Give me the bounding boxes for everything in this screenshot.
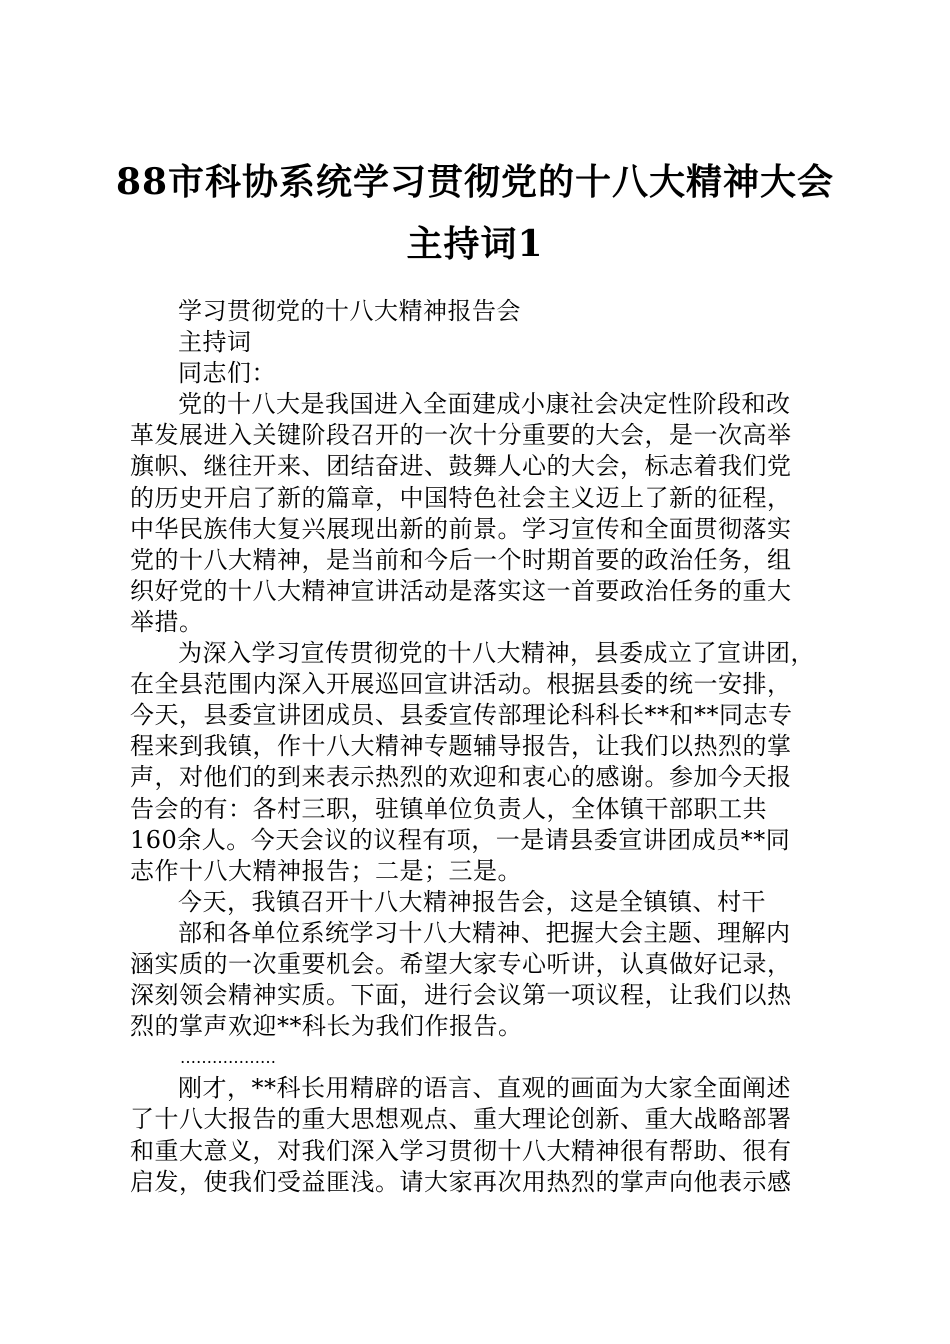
paragraph-line: 在全县范围内深入开展巡回宣讲活动。根据县委的统一安排， bbox=[130, 670, 792, 699]
paragraph-line: 部和各单位系统学习十八大精神、把握大会主题、理解内 bbox=[178, 918, 791, 947]
paragraph-line: 声，对他们的到来表示热烈的欢迎和衷心的感谢。参加今天报 bbox=[130, 763, 792, 792]
salutation: 同志们： bbox=[178, 359, 276, 388]
document-title-line-1: 88市科协系统学习贯彻党的十八大精神大会 bbox=[115, 161, 835, 203]
paragraph-line: 中华民族伟大复兴展现出新的前景。学习宣传和全面贯彻落实 bbox=[130, 514, 792, 543]
paragraph-line: 烈的掌声欢迎**科长为我们作报告。 bbox=[130, 1012, 523, 1041]
paragraph-line: 刚才，**科长用精辟的语言、直观的画面为大家全面阐述 bbox=[178, 1074, 791, 1103]
paragraph-line: 了十八大报告的重大思想观点、重大理论创新、重大战略部署 bbox=[130, 1105, 792, 1134]
paragraph-line: 革发展进入关键阶段召开的一次十分重要的大会，是一次高举 bbox=[130, 421, 792, 450]
paragraph-line: 举措。 bbox=[130, 607, 204, 636]
paragraph-line: 今天，我镇召开十八大精神报告会，这是全镇镇、村干 bbox=[178, 887, 766, 916]
paragraph-line: 深刻领会精神实质。下面，进行会议第一项议程，让我们以热 bbox=[130, 981, 792, 1010]
paragraph-line: 党的十八大是我国进入全面建成小康社会决定性阶段和改 bbox=[178, 390, 791, 419]
document-body bbox=[130, 296, 830, 1198]
paragraph-line: 涵实质的一次重要机会。希望大家专心听讲，认真做好记录， bbox=[130, 949, 792, 978]
ellipsis-separator: ……………… bbox=[180, 1048, 276, 1068]
paragraph-line: 今天，县委宣讲团成员、县委宣传部理论科科长**和**同志专 bbox=[130, 701, 793, 730]
paragraph-line: 的历史开启了新的篇章，中国特色社会主义迈上了新的征程， bbox=[130, 483, 792, 512]
document-title-line-2: 主持词1 bbox=[406, 223, 544, 265]
paragraph-line: 党的十八大精神，是当前和今后一个时期首要的政治任务，组 bbox=[130, 545, 792, 574]
paragraph-line: 为深入学习宣传贯彻党的十八大精神，县委成立了宣讲团， bbox=[178, 639, 815, 668]
paragraph-line: 启发，使我们受益匪浅。请大家再次用热烈的掌声向他表示感 bbox=[130, 1167, 792, 1196]
paragraph-line: 告会的有：各村三职，驻镇单位负责人，全体镇干部职工共 bbox=[130, 794, 767, 823]
host-words-label: 主持词 bbox=[178, 328, 252, 357]
paragraph-line: 织好党的十八大精神宣讲活动是落实这一首要政治任务的重大 bbox=[130, 576, 792, 605]
paragraph-line: 160余人。今天会议的议程有项，一是请县委宣讲团成员**同 bbox=[130, 825, 791, 854]
paragraph-line: 和重大意义，对我们深入学习贯彻十八大精神很有帮助、很有 bbox=[130, 1136, 792, 1165]
report-title-line: 学习贯彻党的十八大精神报告会 bbox=[178, 297, 521, 325]
paragraph-line: 志作十八大精神报告；二是；三是。 bbox=[130, 856, 522, 885]
paragraph-line: 程来到我镇，作十八大精神专题辅导报告，让我们以热烈的掌 bbox=[130, 732, 792, 761]
paragraph-line: 旗帜、继往开来、团结奋进、鼓舞人心的大会，标志着我们党 bbox=[130, 452, 792, 481]
